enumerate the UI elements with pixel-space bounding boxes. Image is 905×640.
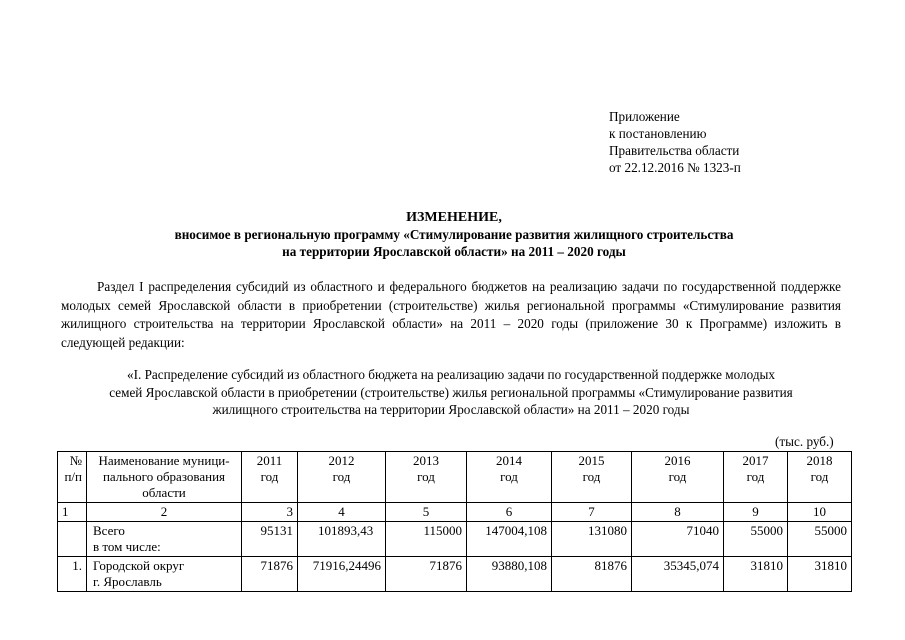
index-cell: 6 [467,503,552,522]
row-name [87,522,242,557]
appendix-line-1: Приложение [609,109,680,124]
row-name-line-2: г. Ярославль [93,574,162,589]
value-2016: 35345,074 [632,557,724,592]
value-2013: 115000 [386,522,467,557]
appendix-line-4: от 22.12.2016 № 1323-п [609,160,741,175]
row-name [87,557,242,592]
header-2015: 2015 год [552,452,632,503]
section-heading-line-3: жилищного строительства на территории Ярославской области» на 2011 – 2020 годы [212,402,690,417]
value-2015: 131080 [552,522,632,557]
value-2014: 147004,108 [467,522,552,557]
index-cell: 5 [386,503,467,522]
title-subtitle-2: на территории Ярославской области» на 2011 – 2020 годы [282,244,626,259]
value-2016: 71040 [632,522,724,557]
header-2014: 2014 год [467,452,552,503]
header-2013: 2013 год [386,452,467,503]
value-2012: 101893,43 [298,522,386,557]
table-index-row [58,503,852,522]
header-2017: 2017 год [724,452,788,503]
row-num: 1. [58,557,87,592]
header-2018: 2018 год [788,452,852,503]
section-heading-line-2: семей Ярославской области в приобретении (строительстве) жилья региональной программы «Стимулирование развития [109,384,793,400]
index-cell: 2 [87,503,242,522]
appendix-block [609,108,809,176]
value-2018: 31810 [788,557,852,592]
appendix-line-3: Правительства области [609,143,740,158]
unit-label: (тыс. руб.) [775,434,834,449]
index-cell: 9 [724,503,788,522]
row-name-line-1: Всего [93,523,125,538]
value-2015: 81876 [552,557,632,592]
value-2011: 71876 [242,557,298,592]
row-num [58,522,87,557]
index-cell: 3 [242,503,298,522]
subsidy-table [57,451,852,592]
index-cell: 7 [552,503,632,522]
table-row-yaroslavl [58,557,852,592]
table-row-total [58,522,852,557]
header-2012: 2012 год [298,452,386,503]
header-name: Наименование муници- пального образования области [87,452,242,503]
body-paragraph: Раздел I распределения субсидий из областного и федерального бюджетов на реализацию задачи по государственной поддержке молодых семей Ярославской области в приобретении (строительстве) жилья региональной программы «Стимулирование развития жилищного строительства на территории Ярославской области» на 2011 – 2020 годы (приложение 30 к Программе) изложить в следующей редакции: [61,279,841,350]
title-subtitle-1: вносимое в региональную программу «Стимулирование развития жилищного строительства [174,227,734,242]
document-title [90,209,818,260]
header-num: № п/п [58,452,87,503]
section-heading-line-1: «I. Распределение субсидий из областного бюджета на реализацию задачи по государственной поддержке молодых [127,367,775,382]
appendix-line-2: к постановлению [609,126,707,141]
value-2017: 31810 [724,557,788,592]
value-2012: 71916,24496 [298,557,386,592]
header-2016: 2016 год [632,452,724,503]
section-heading [60,366,842,419]
title-main: ИЗМЕНЕНИЕ, [406,210,502,225]
value-2018: 55000 [788,522,852,557]
table-header-row [58,452,852,503]
value-2013: 71876 [386,557,467,592]
index-cell: 8 [632,503,724,522]
row-name-line-1: Городской округ [93,558,185,573]
index-cell: 1 [58,503,87,522]
row-name-line-2: в том числе: [93,539,161,554]
index-cell: 4 [298,503,386,522]
index-cell: 10 [788,503,852,522]
header-2011: 2011 год [242,452,298,503]
value-2011: 95131 [242,522,298,557]
value-2014: 93880,108 [467,557,552,592]
value-2017: 55000 [724,522,788,557]
